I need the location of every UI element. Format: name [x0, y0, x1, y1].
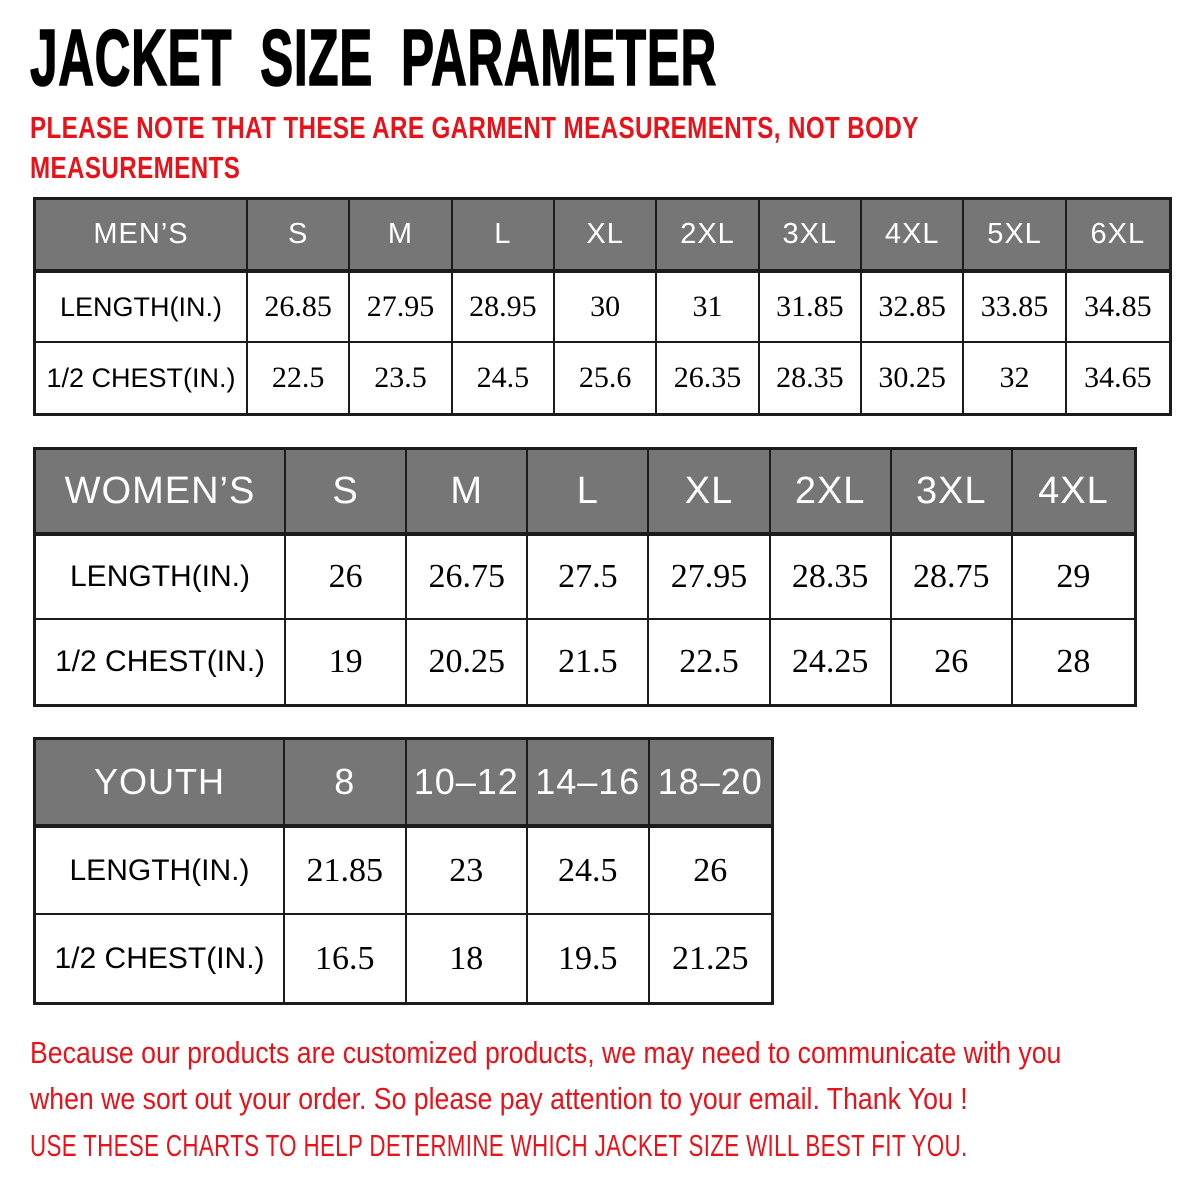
value-cell: 28.35 — [771, 536, 892, 620]
note-line-2: MEASUREMENTS — [30, 150, 241, 185]
size-header-cell: 4XL — [1013, 450, 1134, 536]
value-cell: 25.6 — [555, 343, 657, 413]
value-cell: 20.25 — [407, 620, 528, 704]
row-label-cell: 1/2 CHEST(IN.) — [36, 620, 286, 704]
size-header-cell: 18–20 — [650, 740, 772, 828]
fit-advice-note: USE THESE CHARTS TO HELP DETERMINE WHICH JACKET SIZE WILL BEST FIT YOU. — [30, 1128, 968, 1163]
size-header-cell: M — [350, 200, 452, 273]
note-line-1: PLEASE NOTE THAT THESE ARE GARMENT MEASUREMENTS, NOT BODY — [30, 110, 919, 145]
size-header-cell: 3XL — [892, 450, 1013, 536]
value-cell: 28.95 — [453, 273, 555, 343]
value-cell: 23 — [407, 828, 529, 915]
value-cell: 32.85 — [862, 273, 964, 343]
table-title-cell: WOMEN’S — [36, 450, 286, 536]
value-cell: 26.35 — [657, 343, 759, 413]
value-cell: 29 — [1013, 536, 1134, 620]
value-cell: 18 — [407, 915, 529, 1002]
size-header-cell: M — [407, 450, 528, 536]
value-cell: 21.85 — [285, 828, 407, 915]
size-header-cell: XL — [555, 200, 657, 273]
table-row — [36, 620, 1134, 704]
table-row — [36, 828, 771, 915]
size-header-cell: 4XL — [862, 200, 964, 273]
customization-note — [30, 1030, 1061, 1122]
youth-size-table — [33, 737, 774, 1005]
value-cell: 24.5 — [453, 343, 555, 413]
value-cell: 26 — [286, 536, 407, 620]
value-cell: 27.5 — [528, 536, 649, 620]
table-title-cell: MEN’S — [36, 200, 248, 273]
size-header-cell: 8 — [285, 740, 407, 828]
value-cell: 30.25 — [862, 343, 964, 413]
table-row — [36, 273, 1169, 343]
value-cell: 19 — [286, 620, 407, 704]
customization-note-line-1: Because our products are customized products, we may need to communicate with you — [30, 1035, 1062, 1070]
value-cell: 22.5 — [248, 343, 350, 413]
value-cell: 24.5 — [528, 828, 650, 915]
value-cell: 26 — [892, 620, 1013, 704]
value-cell: 26.85 — [248, 273, 350, 343]
value-cell: 16.5 — [285, 915, 407, 1002]
garment-measurement-note — [30, 108, 919, 188]
size-header-cell: 2XL — [771, 450, 892, 536]
value-cell: 28.35 — [760, 343, 862, 413]
value-cell: 33.85 — [964, 273, 1066, 343]
value-cell: 23.5 — [350, 343, 452, 413]
value-cell: 28 — [1056, 643, 1091, 680]
table-title-cell: YOUTH — [36, 740, 285, 828]
value-cell: 21.25 — [672, 939, 749, 977]
value-cell: 32 — [964, 343, 1066, 413]
size-header-cell: S — [286, 450, 407, 536]
value-cell: 22.5 — [649, 620, 770, 704]
mens-size-table — [33, 197, 1172, 416]
size-header-cell: 5XL — [964, 200, 1066, 273]
table-row — [36, 915, 771, 1002]
value-cell: 26.75 — [407, 536, 528, 620]
value-cell: 34.85 — [1067, 273, 1169, 343]
value-cell: 27.95 — [649, 536, 770, 620]
size-header-cell: L — [453, 200, 555, 273]
row-label-cell: LENGTH(IN.) — [36, 828, 285, 915]
table-row — [36, 536, 1134, 620]
value-cell: 21.5 — [528, 620, 649, 704]
row-label-cell: 1/2 CHEST(IN.) — [36, 915, 285, 1002]
value-cell: 24.25 — [771, 620, 892, 704]
value-cell: 34.65 — [1084, 361, 1152, 394]
value-cell: 26 — [650, 828, 772, 915]
womens-size-table — [33, 447, 1137, 707]
size-header-cell: S — [248, 200, 350, 273]
value-cell: 31.85 — [760, 273, 862, 343]
size-header-cell: 6XL — [1067, 200, 1169, 273]
size-header-cell: 14–16 — [528, 740, 650, 828]
header-row — [36, 740, 771, 828]
value-cell: 30 — [555, 273, 657, 343]
size-header-cell: XL — [649, 450, 770, 536]
value-cell: 28.75 — [892, 536, 1013, 620]
value-cell: 31 — [657, 273, 759, 343]
header-row — [36, 450, 1134, 536]
header-row — [36, 200, 1169, 273]
value-cell: 27.95 — [350, 273, 452, 343]
size-header-cell: L — [528, 450, 649, 536]
value-cell: 19.5 — [528, 915, 650, 1002]
table-row — [36, 343, 1169, 413]
size-header-cell: 2XL — [657, 200, 759, 273]
size-header-cell: 10–12 — [407, 740, 529, 828]
row-label-cell: LENGTH(IN.) — [36, 536, 286, 620]
row-label-cell: 1/2 CHEST(IN.) — [36, 343, 248, 413]
page-title: JACKET SIZE PARAMETER — [30, 13, 717, 102]
customization-note-line-2: when we sort out your order. So please pay attention to your email. Thank You ! — [30, 1081, 968, 1116]
row-label-cell: LENGTH(IN.) — [36, 273, 248, 343]
size-header-cell: 3XL — [760, 200, 862, 273]
